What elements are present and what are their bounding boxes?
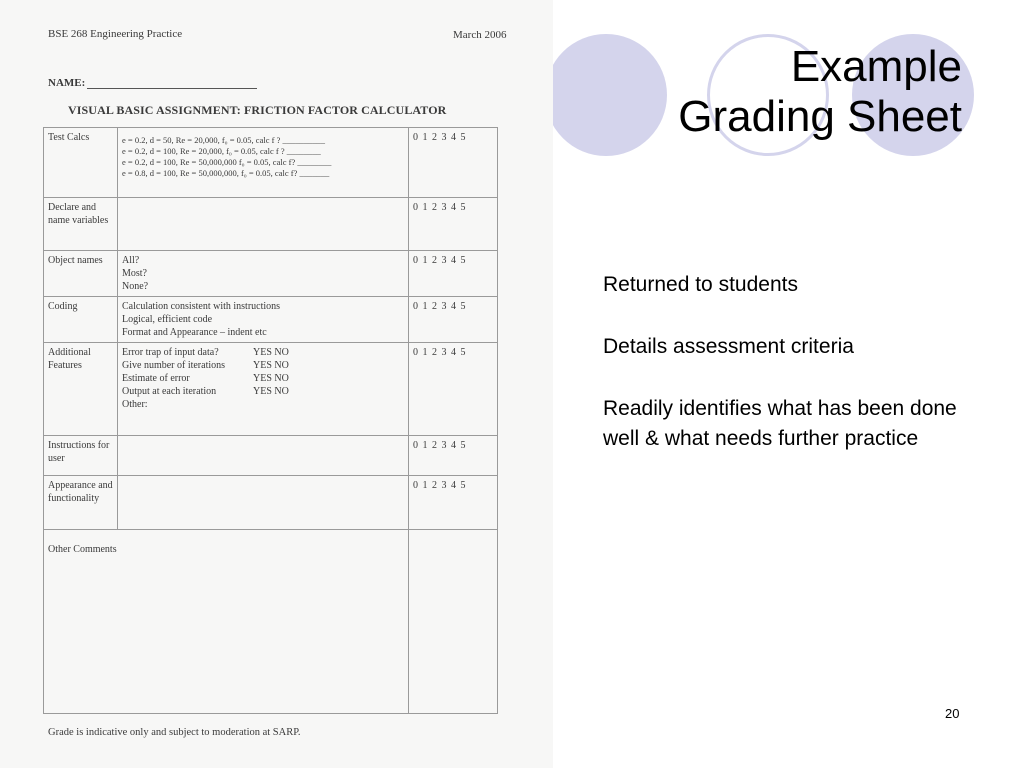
criterion-cell: Declare and name variables bbox=[44, 198, 118, 251]
table-row bbox=[44, 343, 498, 436]
feature-label: Output at each iteration bbox=[122, 386, 217, 397]
decorative-circle-left bbox=[545, 34, 667, 156]
feature-yes-no: YES NO bbox=[253, 360, 289, 371]
detail-line: None? bbox=[122, 281, 149, 292]
feature-label: Give number of iterations bbox=[122, 360, 226, 371]
table-row bbox=[44, 297, 498, 343]
score-scale: 0 1 2 3 4 5 bbox=[409, 251, 498, 297]
feature-yes-no: YES NO bbox=[253, 386, 289, 397]
slide-title-line-1: Example bbox=[790, 42, 962, 91]
page-number: 20 bbox=[945, 706, 960, 721]
score-scale: 0 1 2 3 4 5 bbox=[409, 297, 498, 343]
table-row bbox=[44, 436, 498, 476]
sheet-footnote: Grade is indicative only and subject to moderation at SARP. bbox=[48, 727, 301, 738]
feature-row bbox=[122, 346, 404, 359]
bullet-item: Readily identifies what has been done well & what needs further practice bbox=[603, 397, 957, 450]
table-row bbox=[44, 198, 498, 251]
table-row bbox=[44, 128, 498, 198]
slide-bullets bbox=[603, 270, 963, 486]
sheet-assignment-title: VISUAL BASIC ASSIGNMENT: FRICTION FACTOR CALCULATOR bbox=[68, 103, 447, 117]
details-cell bbox=[118, 297, 409, 343]
sheet-name-line bbox=[87, 78, 257, 89]
comments-cell bbox=[44, 530, 409, 714]
score-scale: 0 1 2 3 4 5 bbox=[409, 128, 498, 198]
criterion-cell: Test Calcs bbox=[44, 128, 118, 198]
slide-title-line-2: Grading Sheet bbox=[678, 92, 962, 141]
score-scale: 0 1 2 3 4 5 bbox=[409, 436, 498, 476]
details-cell bbox=[118, 128, 409, 198]
score-scale: 0 1 2 3 4 5 bbox=[409, 198, 498, 251]
feature-row bbox=[122, 372, 404, 385]
comments-label: Other Comments bbox=[48, 544, 117, 555]
criterion-cell: Appearance and functionality bbox=[44, 476, 118, 530]
sheet-date: March 2006 bbox=[453, 29, 507, 41]
criterion-cell: Additional Features bbox=[44, 343, 118, 436]
details-cell bbox=[118, 251, 409, 297]
details-cell bbox=[118, 436, 409, 476]
feature-row bbox=[122, 398, 404, 411]
score-scale: 0 1 2 3 4 5 bbox=[409, 476, 498, 530]
detail-line: Logical, efficient code bbox=[122, 314, 213, 325]
feature-row bbox=[122, 359, 404, 372]
slide-title bbox=[678, 42, 962, 142]
detail-line: All? bbox=[122, 255, 140, 266]
detail-line: e = 0.8, d = 100, Re = 50,000,000, f₀ = 0.05, calc f? _______ bbox=[122, 168, 330, 178]
grading-table bbox=[43, 127, 498, 714]
sheet-name-row bbox=[48, 77, 257, 89]
criterion-cell: Instructions for user bbox=[44, 436, 118, 476]
sheet-name-label: NAME: bbox=[48, 77, 86, 89]
bullet-item: Details assessment criteria bbox=[603, 335, 854, 358]
feature-label: Error trap of input data? bbox=[122, 347, 219, 358]
score-scale: 0 1 2 3 4 5 bbox=[409, 343, 498, 436]
detail-line: e = 0.2, d = 50, Re = 20,000, f₀ = 0.05, calc f ? __________ bbox=[122, 135, 325, 145]
feature-yes-no: YES NO bbox=[253, 373, 289, 384]
sheet-course: BSE 268 Engineering Practice bbox=[48, 28, 183, 40]
comments-score-cell bbox=[409, 530, 498, 714]
detail-line: e = 0.2, d = 100, Re = 50,000,000 f₀ = 0.05, calc f? ________ bbox=[122, 157, 332, 167]
feature-yes-no: YES NO bbox=[253, 347, 289, 358]
feature-row bbox=[122, 385, 404, 398]
feature-label: Other: bbox=[122, 399, 148, 410]
detail-line: Format and Appearance – indent etc bbox=[122, 327, 267, 338]
bullet-item: Returned to students bbox=[603, 273, 798, 296]
table-row bbox=[44, 251, 498, 297]
details-cell bbox=[118, 476, 409, 530]
table-row bbox=[44, 476, 498, 530]
table-row bbox=[44, 530, 498, 714]
detail-line: e = 0.2, d = 100, Re = 20,000, f₀ = 0.05, calc f ? ________ bbox=[122, 146, 321, 156]
details-cell bbox=[118, 343, 409, 436]
details-cell bbox=[118, 198, 409, 251]
criterion-cell: Object names bbox=[44, 251, 118, 297]
feature-label: Estimate of error bbox=[122, 373, 190, 384]
detail-line: Calculation consistent with instructions bbox=[122, 301, 281, 312]
detail-line: Most? bbox=[122, 268, 147, 279]
criterion-cell: Coding bbox=[44, 297, 118, 343]
